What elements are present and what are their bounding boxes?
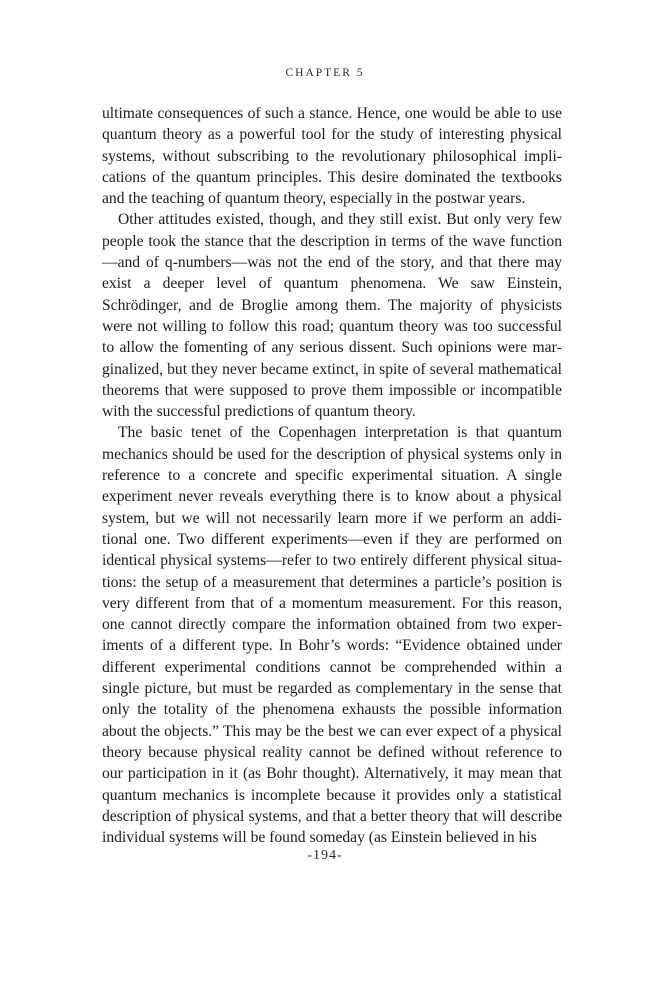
page-number: -194- <box>307 848 343 863</box>
paragraph-continued: ultimate consequences of such a stance. Hence, one would be able to use quantum theory as a powerful tool for the study of interesting physical systems, without subscribing to the revolutionary philosophical implications of the quantum principles. This desire dominated the textbooks and the teaching of quantum theory, especially in the postwar years. <box>102 105 562 208</box>
paragraph: Other attitudes existed, though, and they still exist. But only very few people took the stance that the description in terms of the wave function—and of q-numbers—was not the end of the story, and that there may exist a deeper level of quantum phenomena. We saw Einstein, Schrödinger, and de Broglie among them. The majority of physicists were not willing to follow this road; quantum theory was too successful to allow the fomenting of any serious dissent. Such opinions were marginalized, but they never became extinct, in spite of several mathematical theorems that were supposed to prove them impossible or incompatible with the successful predictions of quantum theory. <box>102 211 562 421</box>
body-text <box>102 103 562 848</box>
running-head: CHAPTER 5 <box>285 67 365 79</box>
paragraph: The basic tenet of the Copenhagen interpretation is that quantum mechanics should be used for the description of physical systems only in reference to a concrete and specific experimental situation. A single experiment never reveals everything there is to know about a physical system, but we will not necessarily learn more if we perform an additional one. Two different experiments—even if they are performed on identical physical systems—refer to two entirely different physical situations: the setup of a measurement that determines a particle’s position is very different from that of a momentum measurement. For this reason, one cannot directly compare the information obtained from two experiments of a different type. In Bohr’s words: “Evidence obtained under different experimental conditions cannot be comprehended within a single picture, but must be regarded as complementary in the sense that only the totality of the phenomena exhausts the possible information about the objects.” This may be the best we can ever expect of a physical theory because physical reality cannot be defined without reference to our participation in it (as Bohr thought). Alternatively, it may mean that quantum mechanics is incomplete because it provides only a statistical description of physical systems, and that a better theory that will describe individual systems will be found someday (as Einstein believed in his <box>102 424 562 847</box>
